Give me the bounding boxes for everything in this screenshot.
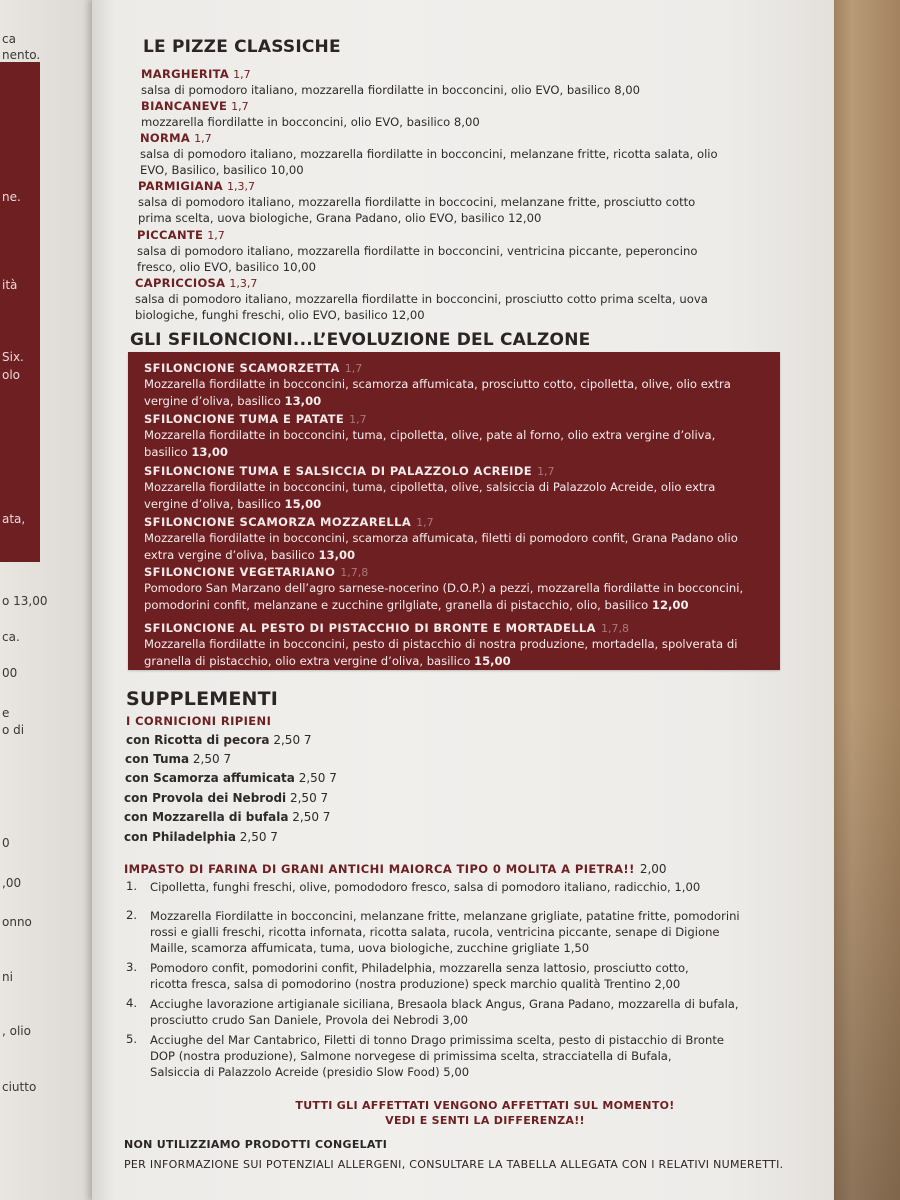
left-fragment: ne. [2, 190, 21, 204]
cornicione-item: con Scamorza affumicata 2,50 7 [125, 771, 337, 785]
sfiloncione-price: 12,00 [651, 598, 689, 612]
left-fragment: ca. [2, 630, 20, 644]
left-fragment: olo [2, 368, 21, 382]
pizza-parmigiana [138, 175, 695, 226]
pizza-name: CAPRICCIOSA [135, 276, 226, 290]
allergen-codes: 1,7,8 [340, 566, 369, 579]
pizza-description: salsa di pomodoro italiano, mozzarella fiordilatte in bocconcini, prosciutto cotto prima scelta, uova [135, 292, 708, 306]
left-fragment: e [2, 706, 10, 720]
sfiloncione-name: SFILONCIONE TUMA E SALSICCIA DI PALAZZOLO ACREIDE [144, 464, 533, 478]
numbered-supplement: 4. Acciughe lavorazione artigianale siciliana, Bresaola black Angus, Grana Padano, mozzarella di bufala, prosciutto crudo San Daniele, Provola dei Nebrodi 3,00 [126, 996, 739, 1027]
sfiloncione-item [144, 561, 743, 614]
left-fragment: ata, [2, 512, 26, 526]
allergen-codes: 1,7 [207, 229, 225, 242]
allergen-codes: 1,7 [416, 516, 434, 529]
impasto-title: IMPASTO DI FARINA DI GRANI ANTICHI MAIORCA TIPO 0 MOLITA A PIETRA!! [124, 862, 635, 876]
allergen-codes: 1,3,7 [227, 180, 255, 193]
left-fragment: o di [2, 723, 25, 737]
left-fragment: , olio [2, 1024, 31, 1038]
numbered-supplement: 2. Mozzarella Fiordilatte in bocconcini, melanzane fritte, melanzane grigliate, patatine fritte, pomodorini rossi e gialli freschi, ricotta infornata, ricotta salata, rucola, ventricina piccante, senape di Digione Maille, scamorza affumicata, tuma, uova biologiche, zucchine grigliate 1,50 [126, 908, 740, 955]
cornicione-item: con Tuma 2,50 7 [125, 752, 232, 766]
cornicione-item: con Philadelphia 2,50 7 [124, 830, 278, 844]
pizza-description: mozzarella fiordilatte in bocconcini, olio EVO, basilico 8,00 [141, 115, 480, 129]
allergen-codes: 1,7 [194, 132, 212, 145]
cornicione-item: con Mozzarella di bufala 2,50 7 [124, 810, 331, 824]
left-fragment: ità [2, 278, 18, 292]
pizza-name: NORMA [140, 131, 191, 145]
sfiloncione-name: SFILONCIONE TUMA E PATATE [144, 412, 345, 426]
sfiloncione-name: SFILONCIONE SCAMORZA MOZZARELLA [144, 515, 412, 529]
allergen-codes: 1,7 [231, 100, 249, 113]
sfiloncione-item [144, 511, 738, 564]
numbered-supplement: 5. Acciughe del Mar Cantabrico, Filetti di tonno Drago primissima scelta, pesto di pistacchio di Bronte DOP (nostra produzione), Salmone norvegese di primissima scelta, stracciatella di Bufala, Salsiccia di Palazzolo Acreide (presidio Slow Food) 5,00 [126, 1032, 725, 1079]
allergen-codes: 1,7 [537, 465, 555, 478]
sfiloncione-description: extra vergine d’oliva, basilico [144, 548, 315, 562]
allergen-codes: 1,7,8 [600, 622, 629, 635]
pizza-name: PARMIGIANA [138, 179, 223, 193]
sfiloncione-description: Mozzarella fiordilatte in bocconcini, scamorza affumicata, prosciutto cotto, cipolletta, olive, olio extra [144, 377, 731, 391]
pizza-name: PICCANTE [137, 228, 204, 242]
pizza-description: biologiche, funghi freschi, olio EVO, basilico 12,00 [135, 308, 425, 322]
pizza-name: BIANCANEVE [141, 99, 228, 113]
allergen-codes: 1,7 [233, 68, 251, 81]
left-fragment: onno [2, 915, 32, 929]
pizza-description: salsa di pomodoro italiano, mozzarella fiordilatte in bocconcini, melanzane fritte, ricotta salata, olio [140, 147, 718, 161]
pizza-description: EVO, Basilico, basilico 10,00 [140, 163, 304, 177]
sfiloncione-price: 13,00 [318, 548, 356, 562]
sfiloncione-item [144, 460, 715, 513]
sfiloncione-name: SFILONCIONE AL PESTO DI PISTACCHIO DI BRONTE E MORTADELLA [144, 621, 596, 635]
left-fragment: o 13,00 [2, 594, 48, 608]
pizza-norma [140, 127, 718, 178]
left-page-maroon-band [0, 62, 40, 562]
pizza-description: fresco, olio EVO, basilico 10,00 [137, 260, 316, 274]
sfiloncione-description: Mozzarella fiordilatte in bocconcini, scamorza affumicata, filetti di pomodoro confit, Grana Padano olio [144, 531, 738, 545]
sfiloncione-item [144, 408, 715, 461]
sfiloncione-price: 15,00 [284, 497, 322, 511]
pizza-name: MARGHERITA [141, 67, 230, 81]
left-fragment: 00 [2, 666, 18, 680]
sfiloncione-item [144, 357, 731, 410]
left-fragment: 0 [2, 836, 10, 850]
cornicione-item: con Ricotta di pecora 2,50 7 [126, 733, 312, 747]
pizza-biancaneve [141, 95, 480, 130]
sfiloncione-description: vergine d’oliva, basilico [144, 394, 281, 408]
sfiloncione-description: pomodorini confit, melanzane e zucchine grilgliate, granella di pistacchio, olio, basilico [144, 598, 649, 612]
sfiloncione-price: 15,00 [474, 654, 511, 668]
sfiloncione-description: basilico [144, 445, 188, 459]
left-fragment: ni [2, 970, 13, 984]
section-title-supplementi: SUPPLEMENTI [126, 688, 279, 710]
numbered-supplement: 3. Pomodoro confit, pomodorini confit, Philadelphia, mozzarella senza lattosio, prosciutto cotto, ricotta fresca, salsa di pomodorino (nostra produzione) speck marchio qualità Trentino 2,00 [126, 960, 689, 991]
pizza-margherita [141, 63, 640, 98]
sfiloncione-item [144, 617, 737, 670]
sfiloncione-description: Mozzarella fiordilatte in bocconcini, tuma, cipolletta, olive, pate al forno, olio extra vergine d’oliva, [144, 428, 716, 442]
section-title-sfiloncioni: GLI SFILONCIONI...L’EVOLUZIONE DEL CALZONE [130, 330, 591, 350]
impasto-price: 2,00 [639, 862, 667, 876]
sfiloncione-name: SFILONCIONE VEGETARIANO [144, 565, 336, 579]
sliced-note-line1: TUTTI GLI AFFETTATI VENGONO AFFETTATI SUL MOMENTO! [295, 1099, 675, 1112]
left-fragment: Six. [2, 350, 24, 364]
allergen-codes: 1,7 [349, 413, 367, 426]
pizza-description: prima scelta, uova biologiche, Grana Padano, olio EVO, basilico 12,00 [138, 211, 542, 225]
pizza-description: salsa di pomodoro italiano, mozzarella fiordilatte in bocconcini, ventricina piccante, peperoncino [137, 244, 698, 258]
pizza-piccante [137, 224, 697, 275]
pizza-capricciosa [135, 272, 708, 323]
sfiloncione-description: Pomodoro San Marzano dell’agro sarnese-nocerino (D.O.P.) a pezzi, mozzarella fiordilatte in bocconcini, [144, 581, 744, 595]
sfiloncione-description: vergine d’oliva, basilico [144, 497, 281, 511]
left-fragment: ciutto [2, 1080, 37, 1094]
sfiloncione-name: SFILONCIONE SCAMORZETTA [144, 361, 340, 375]
pizza-description: salsa di pomodoro italiano, mozzarella fiordilatte in boccocini, melanzane fritte, prosciutto cotto [138, 195, 696, 209]
left-fragment: nento. [2, 48, 41, 62]
sfiloncione-price: 13,00 [191, 445, 229, 459]
allergen-codes: 1,7 [344, 362, 363, 375]
left-menu-page [0, 0, 96, 1200]
sfiloncione-description: granella di pistacchio, olio extra vergine d’oliva, basilico [144, 654, 471, 668]
pizza-description: salsa di pomodoro italiano, mozzarella fiordilatte in bocconcini, olio EVO, basilico 8,00 [141, 83, 641, 97]
cornicioni-title: I CORNICIONI RIPIENI [126, 714, 272, 728]
sfiloncione-description: Mozzarella fiordilatte in bocconcini, pesto di pistacchio di nostra produzione, mortadella, spolverata di [144, 637, 738, 651]
left-fragment: ,00 [2, 876, 22, 890]
sfiloncione-description: Mozzarella fiordilatte in bocconcini, tuma, cipolletta, olive, salsiccia di Palazzolo Acreide, olio extra [144, 480, 716, 494]
no-frozen-note: NON UTILIZZIAMO PRODOTTI CONGELATI [124, 1138, 388, 1151]
allergen-info-note: PER INFORMAZIONE SUI POTENZIALI ALLERGENI, CONSULTARE LA TABELLA ALLEGATA CON I RELATIVI NUMERETTI. [124, 1158, 784, 1171]
cornicione-item: con Provola dei Nebrodi 2,50 7 [124, 791, 329, 805]
sliced-note-line2: VEDI E SENTI LA DIFFERENZA!! [385, 1114, 585, 1127]
numbered-supplement: 1. Cipolletta, funghi freschi, olive, pomododoro fresco, salsa di pomodoro italiano, radicchio, 1,00 [126, 879, 701, 894]
section-title-classiche: LE PIZZE CLASSICHE [143, 37, 341, 57]
sfiloncione-price: 13,00 [284, 394, 322, 408]
impasto-line [124, 858, 667, 877]
left-fragment: ca [2, 32, 16, 46]
allergen-codes: 1,3,7 [229, 277, 258, 290]
